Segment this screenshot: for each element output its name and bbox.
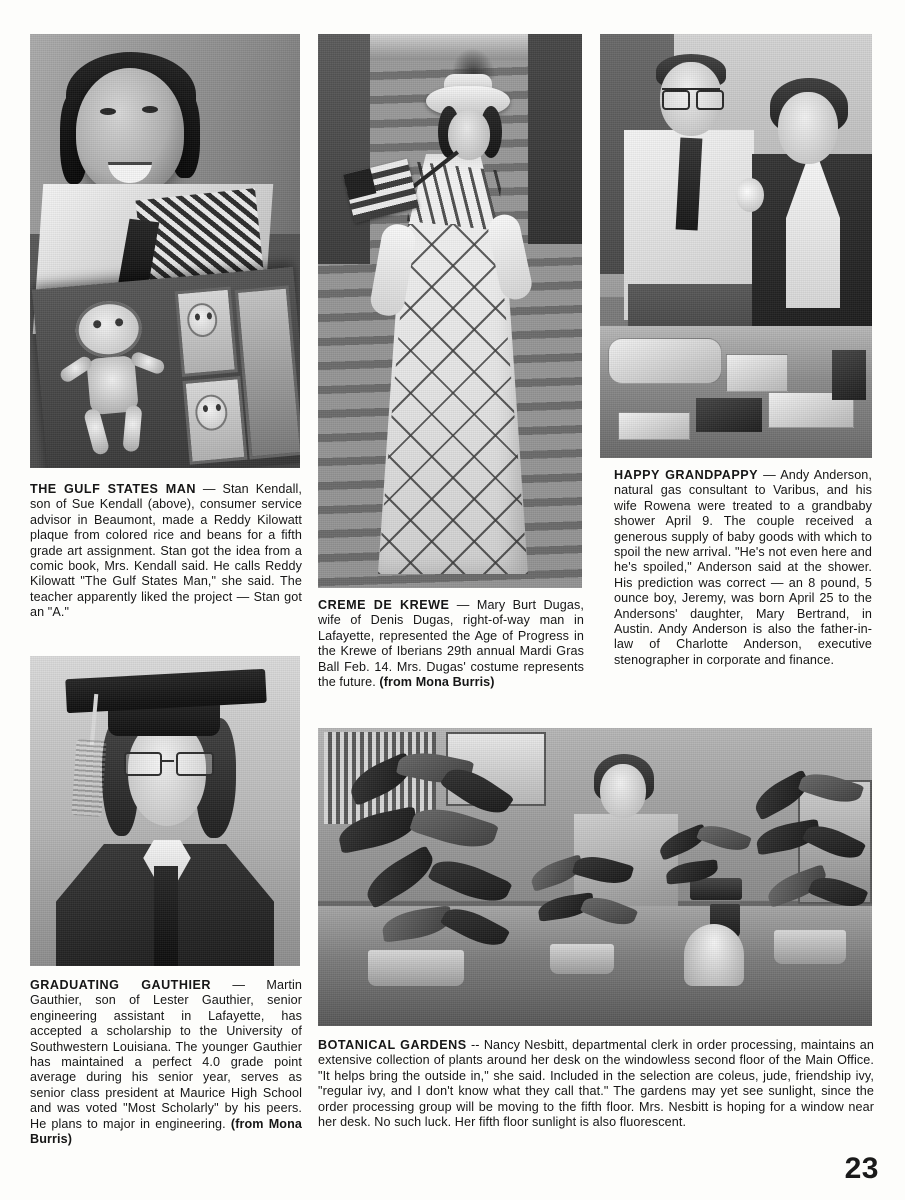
photo-gulf-states-man bbox=[30, 34, 300, 468]
photo-creme-de-krewe bbox=[318, 34, 582, 588]
caption-creme-de-krewe-credit: (from Mona Burris) bbox=[379, 675, 495, 690]
caption-creme-de-krewe bbox=[318, 598, 584, 690]
caption-happy-grandpappy: HAPPY GRANDPAPPY — Andy Anderson, natural gas consultant to Varibus, and his wife Rowena were treated to a grandbaby shower April 9. The couple received a generous supply of baby goods with which to spoil the new arrival. "He's not even here and he's spoiled," Anderson said at the shower. His prediction was correct — an 8 pound, 5 ounce boy, Jeremy, was born April 25 to the Andersons' daughter, Mary Bertrand, in Austin. Andy Anderson is also the father-in-law of Charlotte Anderson, executive stenographer in corporate and finance. bbox=[614, 468, 872, 667]
caption-graduating-gauthier-body: GRADUATING GAUTHIER — Martin Gauthier, son of Lester Gauthier, senior engineering assistant in Lafayette, has accepted a scholarship to the University of Southwestern Louisiana. The younger Gauthier has maintained a perfect 4.0 grade point average during his senior year, serves as senior class president at Maurice High School and was voted "Most Scholarly" by his peers. He plans to major in engineering. bbox=[30, 978, 303, 1131]
caption-graduating-gauthier-credit: (from Mona Burris) bbox=[30, 1116, 302, 1147]
page-number: 23 bbox=[844, 1152, 879, 1185]
photo-botanical-gardens bbox=[318, 728, 872, 1026]
caption-botanical-gardens: BOTANICAL GARDENS -- Nancy Nesbitt, departmental clerk in order processing, maintains an extensive collection of plants around her desk on the windowless second floor of the Main Office. "It helps bring the outside in," she said. Included in the selection are coleus, jude, friendship ivy, "regular ivy, and I don't know what they call that." The gardens may yet see sunlight, since the order processing group will be moving to the fifth floor. Mrs. Nesbitt is hoping for a window near her desk. No such luck. Her fifth floor sunlight is also fluorescent. bbox=[318, 1038, 874, 1130]
caption-gulf-states-man: THE GULF STATES MAN — Stan Kendall, son of Sue Kendall (above), consumer service advisor in Beaumont, made a Reddy Kilowatt plaque from colored rice and beans for a fifth grade art assignment. Stan got the idea from a comic book, Mrs. Kendall said. He calls Reddy Kilowatt "The Gulf States Man," she said. The teacher apparently liked the project — Stan got an "A." bbox=[30, 482, 302, 620]
photo-graduating-gauthier bbox=[30, 656, 300, 966]
caption-creme-de-krewe-body: CREME DE KREWE — Mary Burt Dugas, wife of Denis Dugas, right-of-way man in Lafayette, represented the Age of Progress in the Krewe of Iberians 29th annual Mardi Gras Ball Feb. 14. Mrs. Dugas' costume represents the future. bbox=[318, 598, 584, 690]
photo-happy-grandpappy bbox=[600, 34, 872, 458]
caption-graduating-gauthier bbox=[30, 978, 302, 1147]
